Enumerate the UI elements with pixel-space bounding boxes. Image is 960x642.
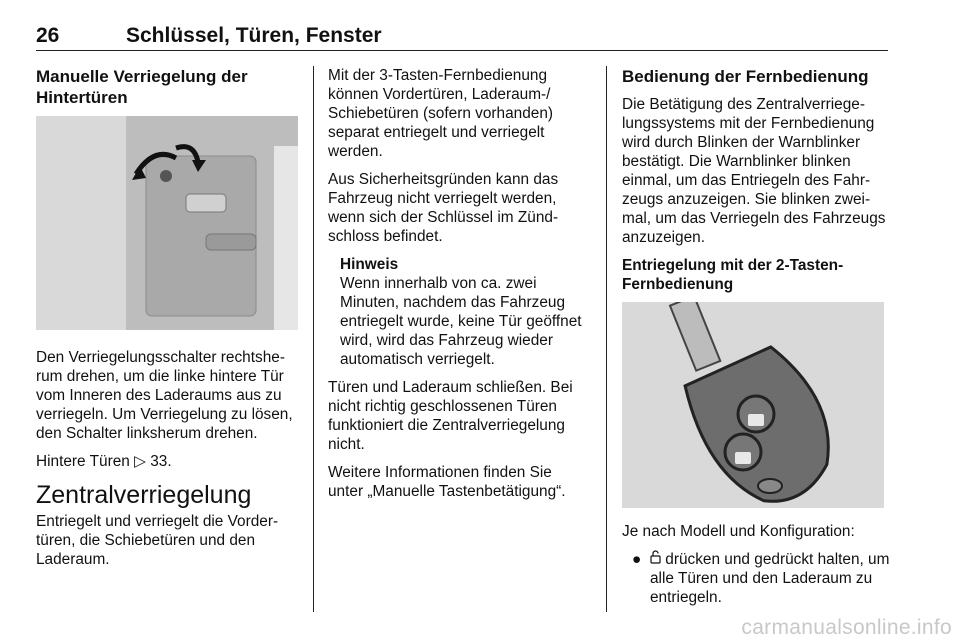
watermark: carmanualsonline.info (741, 616, 952, 639)
paragraph-more-info: Weitere Informationen finden Sie unter „Manuelle Tastenbetätigung“. (328, 464, 566, 500)
note-box (340, 255, 590, 369)
column-divider-2 (606, 66, 607, 612)
list-item (632, 550, 890, 607)
bullet-text (650, 550, 890, 607)
column-2 (328, 66, 590, 510)
note-text: Wenn innerhalb von ca. zwei Minuten, nachdem das Fahrzeug entriegelt wurde, keine Tür geöffnet wird, wird das Fahrzeug wieder automatisch verriegelt. (340, 275, 582, 368)
paragraph-rear-door-switch: Den Verriegelungsschalter rechtsherum drehen, um die linke hintere Tür vom Inneren des Laderaums aus zu verriegeln. Um Verriegelung zu lösen, den Schalter linksherum drehen. (36, 349, 293, 442)
paragraph-configuration: Je nach Modell und Konfiguration: (622, 523, 855, 540)
subheading-2-button-remote: Entriegelung mit der 2-Tasten-Fernbedienung (622, 257, 844, 293)
header-rule (36, 50, 888, 51)
arrow-reference-icon[interactable]: ▷ (134, 453, 146, 470)
column-divider-1 (313, 66, 314, 612)
section-heading-remote-operation: Bedienung der Fernbedienung (622, 67, 869, 86)
cross-reference-page[interactable]: 33. (150, 453, 172, 470)
paragraph-central-locking: Entriegelt und verriegelt die Vordertüren, die Schiebetüren und den Laderaum. (36, 513, 279, 568)
page-title: Schlüssel, Türen, Fenster (126, 24, 382, 47)
column-3 (622, 66, 890, 607)
paragraph-close-doors: Türen und Laderaum schließen. Bei nicht richtig geschlossenen Türen funktioniert die Zentralverriegelung nicht. (328, 379, 573, 453)
section-title-central-locking: Zentralverriegelung (36, 481, 252, 509)
bullet-text-content: drücken und gedrückt halten, um alle Türen und den Laderaum zu entriegeln. (650, 551, 890, 606)
section-heading-rear-doors: Manuelle Verriegelung der Hintertüren (36, 67, 248, 107)
paragraph-remote-operation: Die Betätigung des Zentralverriegelungssystems mit der Fernbedienung wird durch Blinken der Warnblinker bestätigt. Die Warnblinker blinken einmal, um das Entriegeln des Fahrzeugs anzuzeigen. Sie blinken zweimal, um das Verriegeln des Fahrzeugs anzuzeigen. (622, 96, 886, 246)
paragraph-security: Aus Sicherheitsgründen kann das Fahrzeug nicht verriegelt werden, wenn sich der Schlüssel im Zündschloss befindet. (328, 171, 559, 245)
rear-door-lock-illustration (36, 116, 298, 330)
bullet-icon: ● (632, 551, 642, 568)
page-number: 26 (36, 24, 60, 47)
paragraph-3-button-remote: Mit der 3-Tasten-Fernbedienung können Vordertüren, Laderaum-/ Schiebetüren (sofern vorhanden) separat entriegelt und verriegelt werden. (328, 67, 554, 160)
unlock-icon (650, 550, 661, 564)
column-1 (36, 66, 302, 578)
page-header (36, 24, 888, 48)
cross-reference (36, 452, 302, 471)
note-title: Hinweis (340, 256, 399, 273)
cross-reference-text: Hintere Türen (36, 453, 130, 470)
two-button-remote-key-illustration (622, 302, 884, 508)
